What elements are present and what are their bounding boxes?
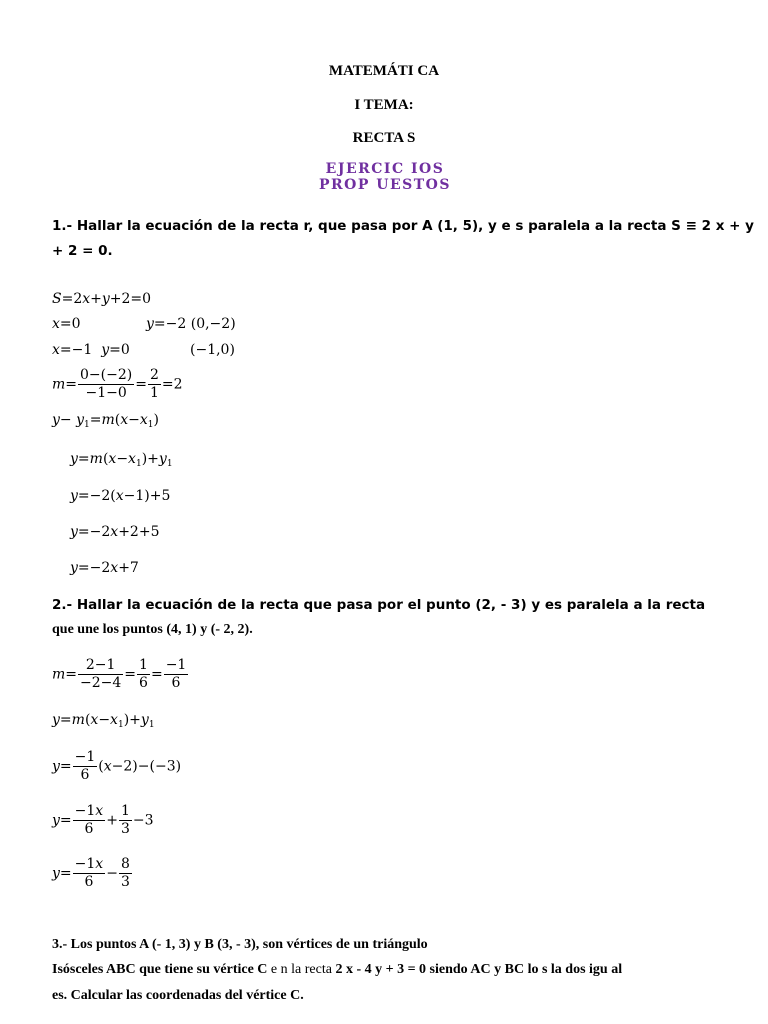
- topic-title: RECTA S: [352, 130, 416, 146]
- problem-3-line-1: 3.- Los puntos A (- 1, 3) y B (3, - 3), son vértices de un triángulo: [52, 937, 428, 952]
- problem-3-line-2: [52, 962, 622, 978]
- math-line-y-form-2: $y=m(x-x_1)+y_1$: [52, 712, 155, 730]
- math-line-point: (−1,0): [190, 342, 235, 358]
- problem-3-line-3: es. Calcular las coordenadas del vértice C.: [52, 988, 304, 1003]
- subject-title: MATEMÁTI CA: [328, 63, 440, 79]
- math-line-substitution-2: y= $\frac{-1}{6}$ (x−2)−(−3): [52, 749, 182, 783]
- math-line-substitution: y=−2(x−1)+5: [70, 488, 171, 504]
- math-line-y-neg2: y=−2 (0,−2): [146, 316, 236, 332]
- math-line-s-equation: S=2x+y+2=0: [52, 291, 152, 307]
- math-line-y-form: $y=m(x-x_1)+y_1$: [70, 451, 173, 469]
- math-line-expand-2: y= $\frac{-1x}{6}$ + $\frac{1}{3}$ −3: [52, 803, 154, 837]
- problem-1-line-2: + 2 = 0.: [52, 243, 113, 259]
- math-line-slope-2: m= $\frac{2-1}{-2-4}$ = $\frac{1}{6}$ = $\frac{-1}{6}$: [52, 657, 187, 691]
- math-line-x0: x=0: [52, 316, 81, 332]
- unit-title: I TEMA:: [354, 97, 414, 113]
- problem-1-line-1: 1.- Hallar la ecuación de la recta r, que pasa por A (1, 5), y e s paralela a la recta S ≡ 2 x + y: [52, 218, 754, 234]
- section-title: EJERCIC IOS PROP UESTOS: [319, 161, 451, 193]
- problem-3-line-2-part-b: e n la recta: [267, 962, 336, 977]
- problem-3-line-2-part-c: 2 x - 4 y + 3 = 0 siendo AC y BC lo s la dos igu al: [335, 962, 623, 977]
- math-line-result-1: y=−2x+7: [70, 560, 139, 576]
- problem-3-line-2-part-a: Isósceles ABC que tiene su vértice C: [52, 962, 268, 977]
- problem-2-line-1: 2.- Hallar la ecuación de la recta que pasa por el punto (2, - 3) y es paralela a la recta: [52, 597, 706, 613]
- problem-2-line-2: que une los puntos (4, 1) y (- 2, 2).: [52, 622, 253, 637]
- math-line-result-2: y= $\frac{-1x}{6}$ − $\frac{8}{3}$: [52, 856, 130, 890]
- math-line-point-slope: $y- y_1=m(x-x_1)$: [52, 412, 159, 430]
- math-line-x-neg1: x=−1 y=0: [52, 342, 130, 358]
- math-line-slope-1: m= $\frac{0-(-2)}{-1-0}$ = $\frac{2}{1}$ =2: [52, 367, 183, 401]
- math-line-expand: y=−2x+2+5: [70, 524, 160, 540]
